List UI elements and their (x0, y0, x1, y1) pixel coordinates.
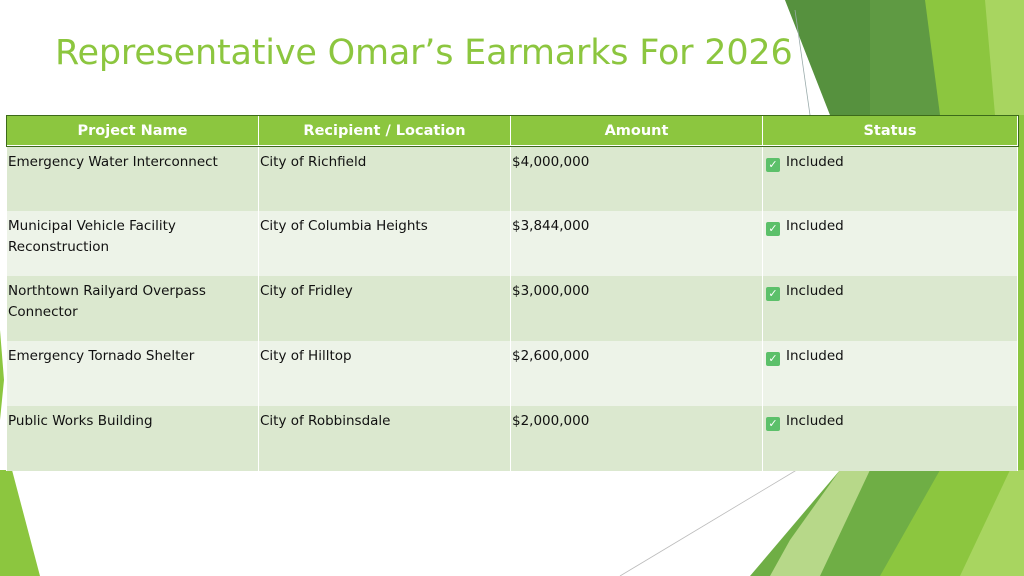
cell-recipient: City of Fridley (259, 276, 511, 341)
check-box-icon: ✓ (766, 352, 780, 366)
check-box-icon: ✓ (766, 158, 780, 172)
check-box-icon: ✓ (766, 222, 780, 236)
status-label: Included (786, 348, 844, 364)
header-recipient-location: Recipient / Location (259, 116, 511, 147)
header-project-name: Project Name (7, 116, 259, 147)
cell-status (763, 146, 1018, 211)
cell-recipient: City of Columbia Heights (259, 211, 511, 276)
cell-amount: $2,000,000 (511, 406, 763, 471)
cell-status (763, 211, 1018, 276)
table-row (7, 211, 1018, 276)
facet-bottom-left (0, 470, 40, 576)
status-label: Included (786, 218, 844, 234)
cell-amount: $3,000,000 (511, 276, 763, 341)
cell-project: Public Works Building (7, 406, 259, 471)
table-row (7, 406, 1018, 471)
cell-recipient: City of Richfield (259, 146, 511, 211)
cell-recipient: City of Robbinsdale (259, 406, 511, 471)
status-label: Included (786, 413, 844, 429)
cell-amount: $4,000,000 (511, 146, 763, 211)
cell-project: Municipal Vehicle Facility Reconstruction (7, 211, 259, 276)
table-row (7, 146, 1018, 211)
cell-status (763, 276, 1018, 341)
header-status: Status (763, 116, 1018, 147)
facet-right-edge (1017, 115, 1024, 470)
table-header-row (7, 116, 1018, 147)
cell-amount: $2,600,000 (511, 341, 763, 406)
cell-project: Emergency Water Interconnect (7, 146, 259, 211)
cell-project: Northtown Railyard Overpass Connector (7, 276, 259, 341)
check-box-icon: ✓ (766, 417, 780, 431)
cell-status (763, 406, 1018, 471)
slide-title: Representative Omar’s Earmarks For 2026 (55, 33, 793, 73)
table-row (7, 276, 1018, 341)
facet-top-shadow (785, 0, 870, 115)
cell-status (763, 341, 1018, 406)
status-label: Included (786, 283, 844, 299)
facet-left-sliver (0, 330, 4, 420)
table-row (7, 341, 1018, 406)
earmarks-table (6, 115, 1018, 471)
cell-recipient: City of Hilltop (259, 341, 511, 406)
check-box-icon: ✓ (766, 287, 780, 301)
status-label: Included (786, 154, 844, 170)
cell-project: Emergency Tornado Shelter (7, 341, 259, 406)
header-amount: Amount (511, 116, 763, 147)
cell-amount: $3,844,000 (511, 211, 763, 276)
